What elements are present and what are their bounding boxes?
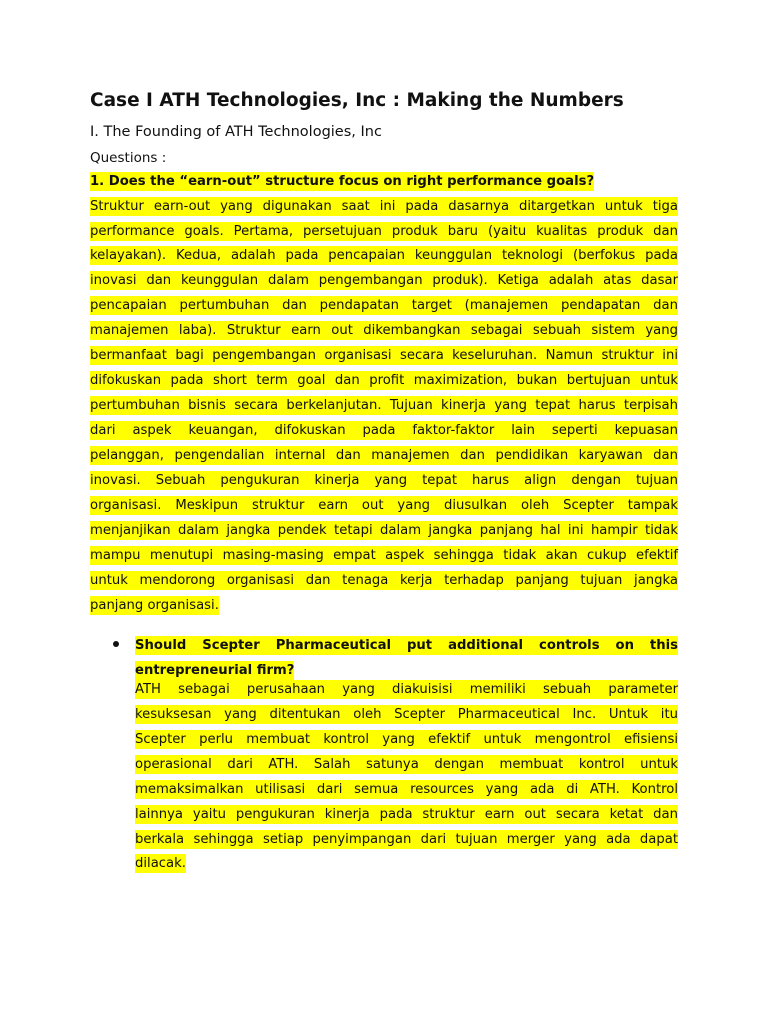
answer-line: menjanjikan dalam jangka pendek tetapi dalam jangka panjang hal ini hampir tidak — [90, 523, 678, 538]
section-heading: I. The Founding of ATH Technologies, Inc — [90, 124, 382, 140]
answer-line: untuk mendorong organisasi dan tenaga kerja terhadap panjang tujuan jangka — [90, 573, 678, 588]
document-title: Case I ATH Technologies, Inc : Making the Numbers — [90, 90, 624, 111]
answer-line: kesuksesan yang ditentukan oleh Scepter Pharmaceutical Inc. Untuk itu — [135, 707, 678, 722]
answer-line: dilacak. — [135, 856, 186, 871]
answer-line: operasional dari ATH. Salah satunya dengan membuat kontrol untuk — [135, 757, 678, 772]
answer-line: ATH sebagai perusahaan yang diakuisisi memiliki sebuah parameter — [135, 682, 678, 697]
question-2-heading-line: Should Scepter Pharmaceutical put additional controls on this — [135, 638, 678, 653]
answer-line: manajemen laba). Struktur earn out dikembangkan sebagai sebuah sistem yang — [90, 323, 678, 338]
question-1-heading: 1. Does the “earn-out” structure focus on right performance goals? — [90, 174, 595, 189]
answer-line: berkala sehingga setiap penyimpangan dari tujuan merger yang ada dapat — [135, 832, 678, 847]
question-2-heading-line: entrepreneurial firm? — [135, 663, 295, 678]
answer-line: inovasi dan keunggulan dalam pengembangan produk). Ketiga adalah atas dasar — [90, 273, 678, 288]
bullet-icon — [113, 641, 119, 647]
answer-line: Scepter perlu membuat kontrol yang efektif untuk mengontrol efisiensi — [135, 732, 678, 747]
answer-line: mampu menutupi masing-masing empat aspek sehingga tidak akan cukup efektif — [90, 548, 678, 563]
answer-line: memaksimalkan utilisasi dari semua resources yang ada di ATH. Kontrol — [135, 782, 678, 797]
answer-line: panjang organisasi. — [90, 598, 219, 613]
answer-line: performance goals. Pertama, persetujuan produk baru (yaitu kualitas produk dan — [90, 224, 678, 239]
answer-line: pelanggan, pengendalian internal dan manajemen dan pendidikan karyawan dan — [90, 448, 678, 463]
answer-line: bermanfaat bagi pengembangan organisasi secara keseluruhan. Namun struktur ini — [90, 348, 678, 363]
answer-line: pertumbuhan bisnis secara berkelanjutan. Tujuan kinerja yang tepat harus terpisah — [90, 398, 678, 413]
answer-line: pencapaian pertumbuhan dan pendapatan target (manajemen pendapatan dan — [90, 298, 678, 313]
answer-line: organisasi. Meskipun struktur earn out yang diusulkan oleh Scepter tampak — [90, 498, 678, 513]
answer-line: dari aspek keuangan, difokuskan pada faktor-faktor lain seperti kepuasan — [90, 423, 678, 438]
answer-line: lainnya yaitu pengukuran kinerja pada struktur earn out secara ketat dan — [135, 807, 678, 822]
answer-line: kelayakan). Kedua, adalah pada pencapaian keunggulan teknologi (berfokus pada — [90, 248, 678, 263]
answer-line: difokuskan pada short term goal dan profit maximization, bukan bertujuan untuk — [90, 373, 678, 388]
answer-line: inovasi. Sebuah pengukuran kinerja yang tepat harus align dengan tujuan — [90, 473, 678, 488]
questions-label: Questions : — [90, 150, 167, 166]
answer-line: Struktur earn-out yang digunakan saat ini pada dasarnya ditargetkan untuk tiga — [90, 199, 678, 214]
